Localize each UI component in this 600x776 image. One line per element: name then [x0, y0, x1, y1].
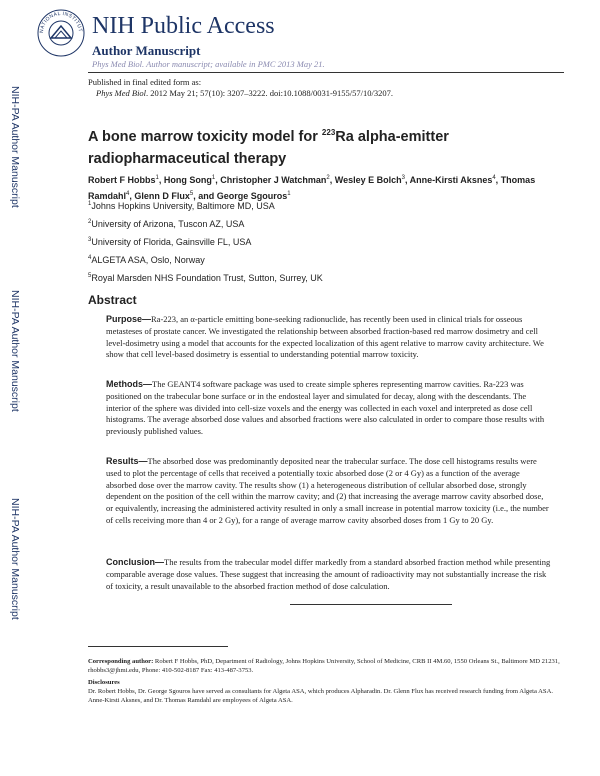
side-label-bottom: NIH-PA Author Manuscript — [9, 498, 21, 620]
results-text: The absorbed dose was predominantly deposited near the trabecular surface. The dose cell histograms results were used to plot the percentage of cells that received a potentially toxic absorbed dose (2 or 4 Gy) as a function of the average absorbed dose over the marrow cavity. The results show (1) a heterogeneous distribution of cellular absorbed dose, strongly dependent on the position of the cell within the marrow cavity; and (2) that increasing the average marrow cavity absorbed dose, or equivalently, increasing the administered activity resulted in only a small increase in potential marrow toxicity (i.e., the number of cells receiving more than 4 or 2 Gy), for a range of average marrow cavity absorbed doses from 1 Gy to 20 Gy. — [106, 456, 549, 525]
abstract-conclusion — [106, 557, 552, 592]
affiliation-number: 1 — [88, 201, 92, 207]
purpose-text: Ra-223, an α-particle emitting bone-seeking radionuclide, has recently been used in clinical trials for osseous metasteses of prostate cancer. We investigated the relationship between absorbed fraction-based red marrow dosimetry and cell level-dosimetry using a model that accounts for the expected localization of this agent relative to marrow cavity architecture. We show that cell level-based dosimetry is essential to understanding potential marrow toxicity. — [106, 314, 544, 360]
side-label-middle: NIH-PA Author Manuscript — [9, 290, 21, 412]
citation — [96, 88, 393, 99]
author-name: Thomas Ramdahl — [88, 175, 536, 201]
methods-text: The GEANT4 software package was used to create simple spheres representing marrow cavities. Ra-223 was positioned on the trabecular bone surface or in the endosteal layer and simulated for decay, along with the descendants. The interior of the sphere was divided into cell-size voxels and the energy was collected in each voxel and interpreted as dose cell histograms. The average absorbed dose values and absorbed fractions were also calculated in order to compare those results with previously published values. — [106, 379, 545, 437]
results-label: Results— — [106, 456, 148, 466]
author-affiliation-marker: 3 — [401, 175, 405, 181]
side-label-top: NIH-PA Author Manuscript — [9, 86, 21, 208]
author-separator: , — [129, 191, 135, 201]
author-name: Hong Song — [163, 175, 212, 185]
affiliation-number: 2 — [88, 219, 92, 225]
affiliation-number: 5 — [88, 273, 92, 279]
author-affiliation-marker: 4 — [492, 175, 496, 181]
affiliation-text: Royal Marsden NHS Foundation Trust, Sutton, Surrey, UK — [91, 273, 323, 283]
author-affiliation-marker: 2 — [326, 175, 330, 181]
affiliation-number: 4 — [88, 255, 92, 261]
author-name: George Sgouros — [216, 191, 288, 201]
author-manuscript-label: Author Manuscript — [92, 43, 201, 58]
author-name: Christopher J Watchman — [220, 175, 327, 185]
affiliation-item — [88, 235, 251, 248]
affiliation-text: ALGETA ASA, Oslo, Norway — [91, 255, 205, 265]
corresponding-author-note — [88, 658, 562, 675]
author-affiliation-marker: 4 — [126, 191, 130, 197]
author-separator: , and — [193, 191, 217, 201]
disclosures-text: Dr. Robert Hobbs, Dr. George Sgouros have served as consultants for Algeta ASA, which produces Alpharadin. Dr. Glenn Flux has received research funding from Algeta ASA. Anne-Kirsti Aksnes, and Dr. Thomas Ramdahl are employees of Algeta ASA. — [88, 688, 554, 704]
footnote-divider — [88, 646, 228, 647]
abstract-results — [106, 456, 552, 527]
corresponding-author-label: Corresponding author: — [88, 658, 154, 665]
abstract-purpose — [106, 314, 552, 361]
abstract-end-rule — [290, 604, 452, 605]
affiliation-item — [88, 271, 323, 284]
abstract-methods — [106, 379, 552, 438]
affiliation-number: 3 — [88, 237, 92, 243]
availability-line: Phys Med Biol. Author manuscript; available in PMC 2013 May 21. — [92, 59, 325, 69]
svg-text:NATIONAL INSTITUTES OF HEALTH: NATIONAL INSTITUT — [38, 10, 84, 34]
header-divider — [88, 72, 564, 73]
disclosures-heading: Disclosures — [88, 679, 120, 686]
author-separator: , — [215, 175, 221, 185]
citation-journal: Phys Med Biol — [96, 88, 147, 98]
author-separator: , — [495, 175, 501, 185]
affiliation-item — [88, 217, 244, 230]
affiliation-item — [88, 199, 275, 212]
affiliation-text: Johns Hopkins University, Baltimore MD, USA — [91, 201, 275, 211]
affiliation-item — [88, 253, 205, 266]
citation-details: . 2012 May 21; 57(10): 3207–3222. doi:10.1088/0031-9155/57/10/3207. — [146, 88, 394, 98]
author-separator: , — [329, 175, 335, 185]
abstract-heading: Abstract — [88, 293, 137, 307]
author-affiliation-marker: 1 — [155, 175, 159, 181]
author-name: Anne-Kirsti Aksnes — [409, 175, 493, 185]
purpose-label: Purpose— — [106, 314, 152, 324]
author-name: Glenn D Flux — [134, 191, 190, 201]
article-title: A bone marrow toxicity model for $^{223}$Ra alpha-emitter radiopharmaceutical therapy — [88, 128, 449, 167]
author-name: Robert F Hobbs — [88, 175, 156, 185]
nih-logo — [36, 8, 86, 58]
author-affiliation-marker: 1 — [211, 175, 216, 181]
author-name: Wesley E Bolch — [334, 175, 402, 185]
author-affiliation-marker: 1 — [287, 191, 291, 197]
published-in-label: Published in final edited form as: — [88, 77, 202, 87]
corresponding-author-text: Robert F Hobbs, PhD, Department of Radiology, Johns Hopkins University, School of Medicine, CRB II 4M.60, 1550 Orleans St., Baltimore MD 21231, rhobbs3@jhmi.edu, Phone: 410-502-8187 Fax: 413-487-3753. — [88, 658, 560, 674]
affiliation-text: University of Florida, Gainsville FL, USA — [91, 237, 252, 247]
conclusion-label: Conclusion— — [106, 557, 164, 567]
conclusion-text: The results from the trabecular model differ markedly from a standard absorbed fraction method while presenting comparable average dose values. These suggest that increasing the amount of radioactivity may not substantially increase the risk of toxicity, a result unavailable to the absorbed fraction method of dose calculation. — [106, 557, 551, 591]
author-affiliation-marker: 5 — [189, 191, 194, 197]
author-separator: , — [158, 175, 164, 185]
methods-label: Methods— — [106, 379, 152, 389]
nih-public-access-title: NIH Public Access — [92, 13, 275, 39]
author-separator: , — [404, 175, 410, 185]
affiliation-text: University of Arizona, Tuscon AZ, USA — [91, 219, 245, 229]
